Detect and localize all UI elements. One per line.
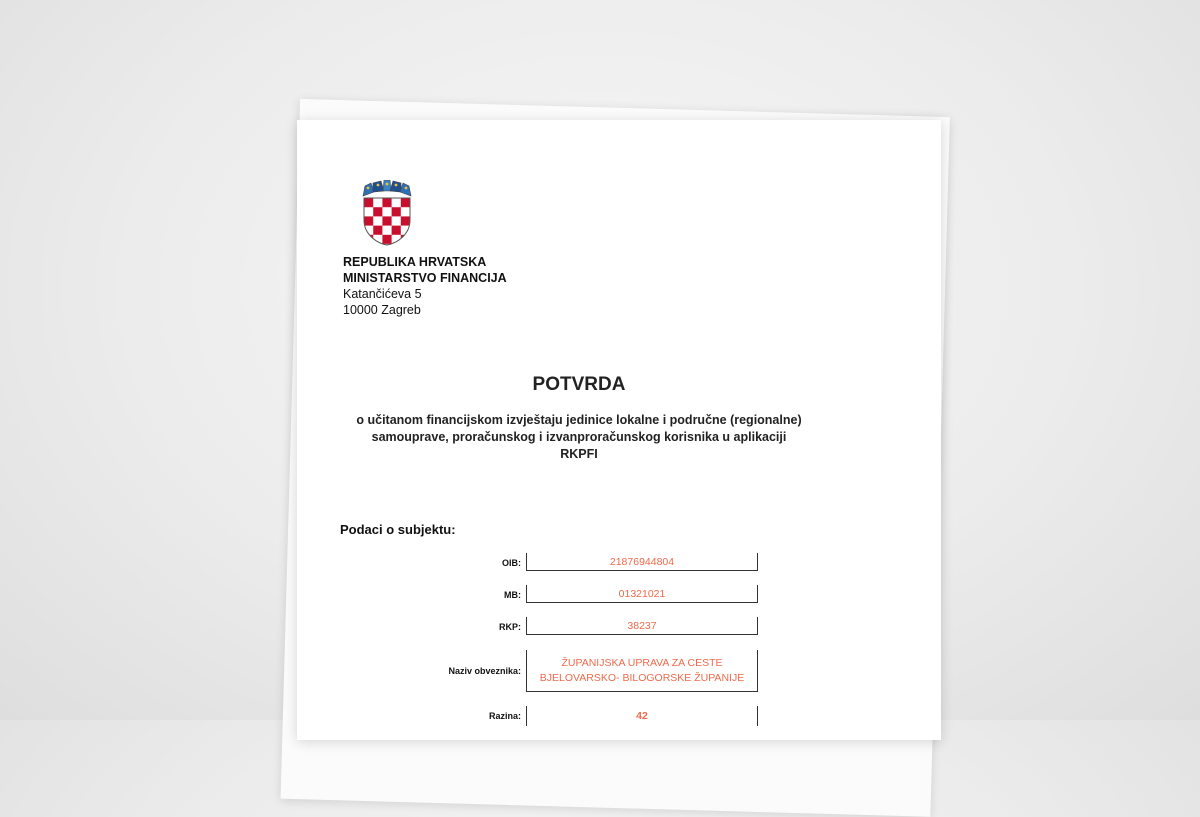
subtitle-line: samouprave, proračunskog i izvanproračunskog korisnika u aplikaciji (371, 430, 787, 444)
croatian-coat-of-arms-icon (360, 180, 414, 246)
subtitle-line: o učitanom financijskom izvještaju jedinice lokalne i područne (regionalne) (356, 413, 802, 427)
subtitle-line: RKPFI (560, 447, 598, 461)
mb-label: MB: (504, 590, 521, 600)
level-value: 42 (526, 706, 758, 726)
oib-value: 21876944804 (526, 553, 758, 571)
oib-label: OIB: (502, 558, 521, 568)
section-heading: Podaci o subjektu: (340, 522, 456, 537)
country-name: REPUBLIKA HRVATSKA (343, 255, 487, 269)
document-title: POTVRDA (532, 374, 626, 395)
name-value (526, 650, 758, 692)
name-label: Naziv obveznika: (448, 666, 521, 676)
mb-value: 01321021 (526, 585, 758, 603)
name-value-line: ŽUPANIJSKA UPRAVA ZA CESTE (561, 657, 723, 669)
street-address: Katančićeva 5 (343, 287, 422, 301)
issuer-block (343, 254, 507, 318)
name-value-line: BJELOVARSKO- BILOGORSKE ŽUPANIJE (539, 672, 745, 684)
level-label: Razina: (488, 711, 521, 721)
rkp-label: RKP: (499, 622, 521, 632)
document-subtitle (297, 412, 861, 463)
document-page (297, 120, 941, 740)
rkp-value: 38237 (526, 617, 758, 635)
city-address: 10000 Zagreb (343, 303, 421, 317)
ministry-name: MINISTARSTVO FINANCIJA (343, 271, 507, 285)
